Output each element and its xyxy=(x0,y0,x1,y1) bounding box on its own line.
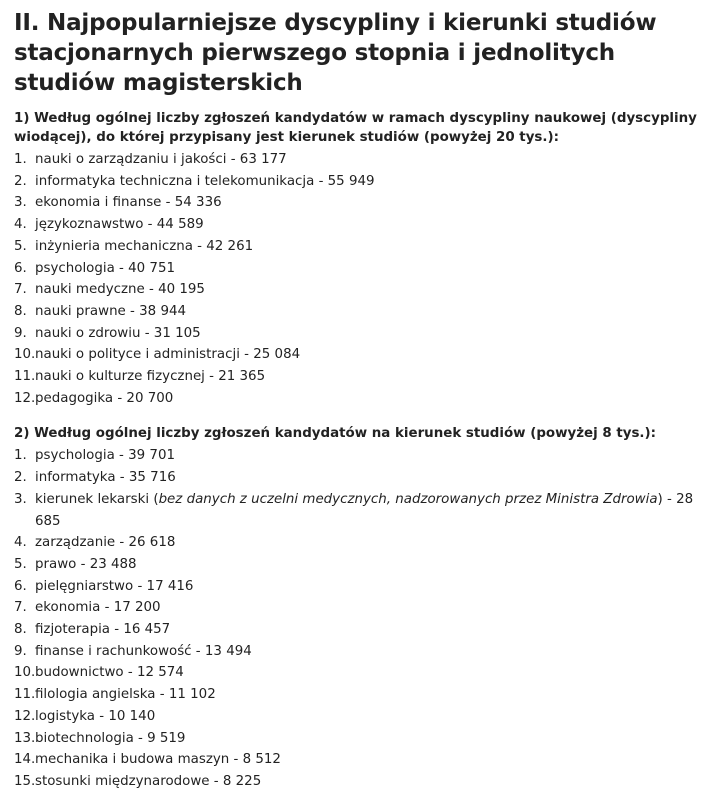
disciplines-list xyxy=(14,149,700,409)
list-item xyxy=(14,467,700,489)
list-item-text: zarządzanie - 26 618 xyxy=(35,535,176,551)
list-item-text: mechanika i budowa maszyn - 8 512 xyxy=(35,752,281,768)
list-item-number: 10. xyxy=(14,665,36,681)
list-item xyxy=(14,192,700,214)
list-item-text: psychologia - 39 701 xyxy=(35,448,175,464)
list-item-text-italic: bez danych z uczelni medycznych, nadzorowanych przez Ministra Zdrowia xyxy=(158,491,658,507)
section-spacer xyxy=(14,409,700,424)
list-item-number: 1. xyxy=(14,448,27,464)
list-item-text-after: ) - 28 685 xyxy=(35,491,694,529)
fields-list xyxy=(14,445,700,792)
list-item-number: 5. xyxy=(14,238,27,254)
list-item-number: 15. xyxy=(14,773,36,789)
list-item-number: 2. xyxy=(14,173,27,189)
list-item-number: 6. xyxy=(14,578,27,594)
list-item-number: 8. xyxy=(14,622,27,638)
page-title: II. Najpopularniejsze dyscypliny i kierunki studiów stacjonarnych pierwszego stopnia i jednolitych studiów magisterskich xyxy=(14,10,657,96)
list-item-number: 11. xyxy=(14,687,36,703)
list-item-text: informatyka techniczna i telekomunikacja - 55 949 xyxy=(35,173,375,189)
list-item xyxy=(14,576,700,598)
list-item xyxy=(14,771,700,793)
list-item xyxy=(14,445,700,467)
list-item-text: inżynieria mechaniczna - 42 261 xyxy=(35,238,254,254)
list-item xyxy=(14,149,700,171)
list-item-number: 14. xyxy=(14,752,36,768)
list-item-number: 12. xyxy=(14,708,36,724)
list-item-number: 3. xyxy=(14,491,27,507)
list-item xyxy=(14,171,700,193)
list-item xyxy=(14,662,700,684)
list-item-text-before: kierunek lekarski ( xyxy=(35,491,159,507)
list-item-text: nauki o zdrowiu - 31 105 xyxy=(35,325,201,341)
list-item-text: nauki o zarządzaniu i jakości - 63 177 xyxy=(35,152,287,167)
list-item-number: 13. xyxy=(14,730,36,746)
list-item-number: 3. xyxy=(14,195,27,211)
list-item-text: nauki prawne - 38 944 xyxy=(35,303,186,319)
list-item-number: 4. xyxy=(14,217,27,233)
list-item-number: 4. xyxy=(14,535,27,551)
list-item-number: 2. xyxy=(14,470,27,486)
list-item-number: 10. xyxy=(14,347,36,363)
list-item-text xyxy=(35,489,700,532)
list-item-number: 9. xyxy=(14,325,27,341)
list-item-text: ekonomia i finanse - 54 336 xyxy=(35,195,222,211)
list-item-text: finanse i rachunkowość - 13 494 xyxy=(35,643,252,659)
list-item xyxy=(14,366,700,388)
list-item xyxy=(14,554,700,576)
list-item-text: pielęgniarstwo - 17 416 xyxy=(35,578,194,594)
list-item-number: 1. xyxy=(14,152,27,167)
list-item xyxy=(14,323,700,345)
list-item-number: 7. xyxy=(14,282,27,298)
section-disciplines-title: 1) Według ogólnej liczby zgłoszeń kandydatów w ramach dyscypliny naukowej (dyscypliny wiodącej), do której przypisany jest kierunek studiów (powyżej 20 tys.): xyxy=(14,111,697,145)
list-item xyxy=(14,597,700,619)
list-item-text: budownictwo - 12 574 xyxy=(35,665,184,681)
list-item-text: biotechnologia - 9 519 xyxy=(35,730,186,746)
list-item-text: nauki o polityce i administracji - 25 084 xyxy=(35,347,301,363)
list-item xyxy=(14,214,700,236)
section-fields-title: 2) Według ogólnej liczby zgłoszeń kandydatów na kierunek studiów (powyżej 8 tys.): xyxy=(14,426,656,442)
list-item-text: fizjoterapia - 16 457 xyxy=(35,622,171,638)
list-item-number: 7. xyxy=(14,600,27,616)
list-item-number: 11. xyxy=(14,369,36,385)
list-item xyxy=(14,532,700,554)
list-item xyxy=(14,619,700,641)
section-disciplines xyxy=(14,109,700,409)
list-item xyxy=(14,344,700,366)
list-item-text: pedagogika - 20 700 xyxy=(35,390,174,406)
list-item xyxy=(14,489,700,532)
list-item-text: informatyka - 35 716 xyxy=(35,470,176,486)
list-item xyxy=(14,388,700,410)
list-item-text: nauki medyczne - 40 195 xyxy=(35,282,205,298)
list-item-text: filologia angielska - 11 102 xyxy=(35,687,216,703)
list-item-number: 12. xyxy=(14,390,36,406)
list-item-text: ekonomia - 17 200 xyxy=(35,600,161,616)
list-item xyxy=(14,279,700,301)
list-item-number: 9. xyxy=(14,643,27,659)
list-item xyxy=(14,301,700,323)
list-item xyxy=(14,749,700,771)
list-item-text: psychologia - 40 751 xyxy=(35,260,175,276)
list-item xyxy=(14,258,700,280)
list-item-text: logistyka - 10 140 xyxy=(35,708,156,724)
list-item-number: 8. xyxy=(14,303,27,319)
list-item xyxy=(14,236,700,258)
list-item xyxy=(14,641,700,663)
list-item-number: 6. xyxy=(14,260,27,276)
list-item xyxy=(14,728,700,750)
list-item-text: językoznawstwo - 44 589 xyxy=(35,217,204,233)
list-item-text: nauki o kulturze fizycznej - 21 365 xyxy=(35,369,266,385)
list-item-number: 5. xyxy=(14,556,27,572)
list-item xyxy=(14,706,700,728)
list-item xyxy=(14,684,700,706)
list-item-text: stosunki międzynarodowe - 8 225 xyxy=(35,773,262,789)
section-fields-of-study xyxy=(14,424,700,792)
list-item-text: prawo - 23 488 xyxy=(35,556,137,572)
